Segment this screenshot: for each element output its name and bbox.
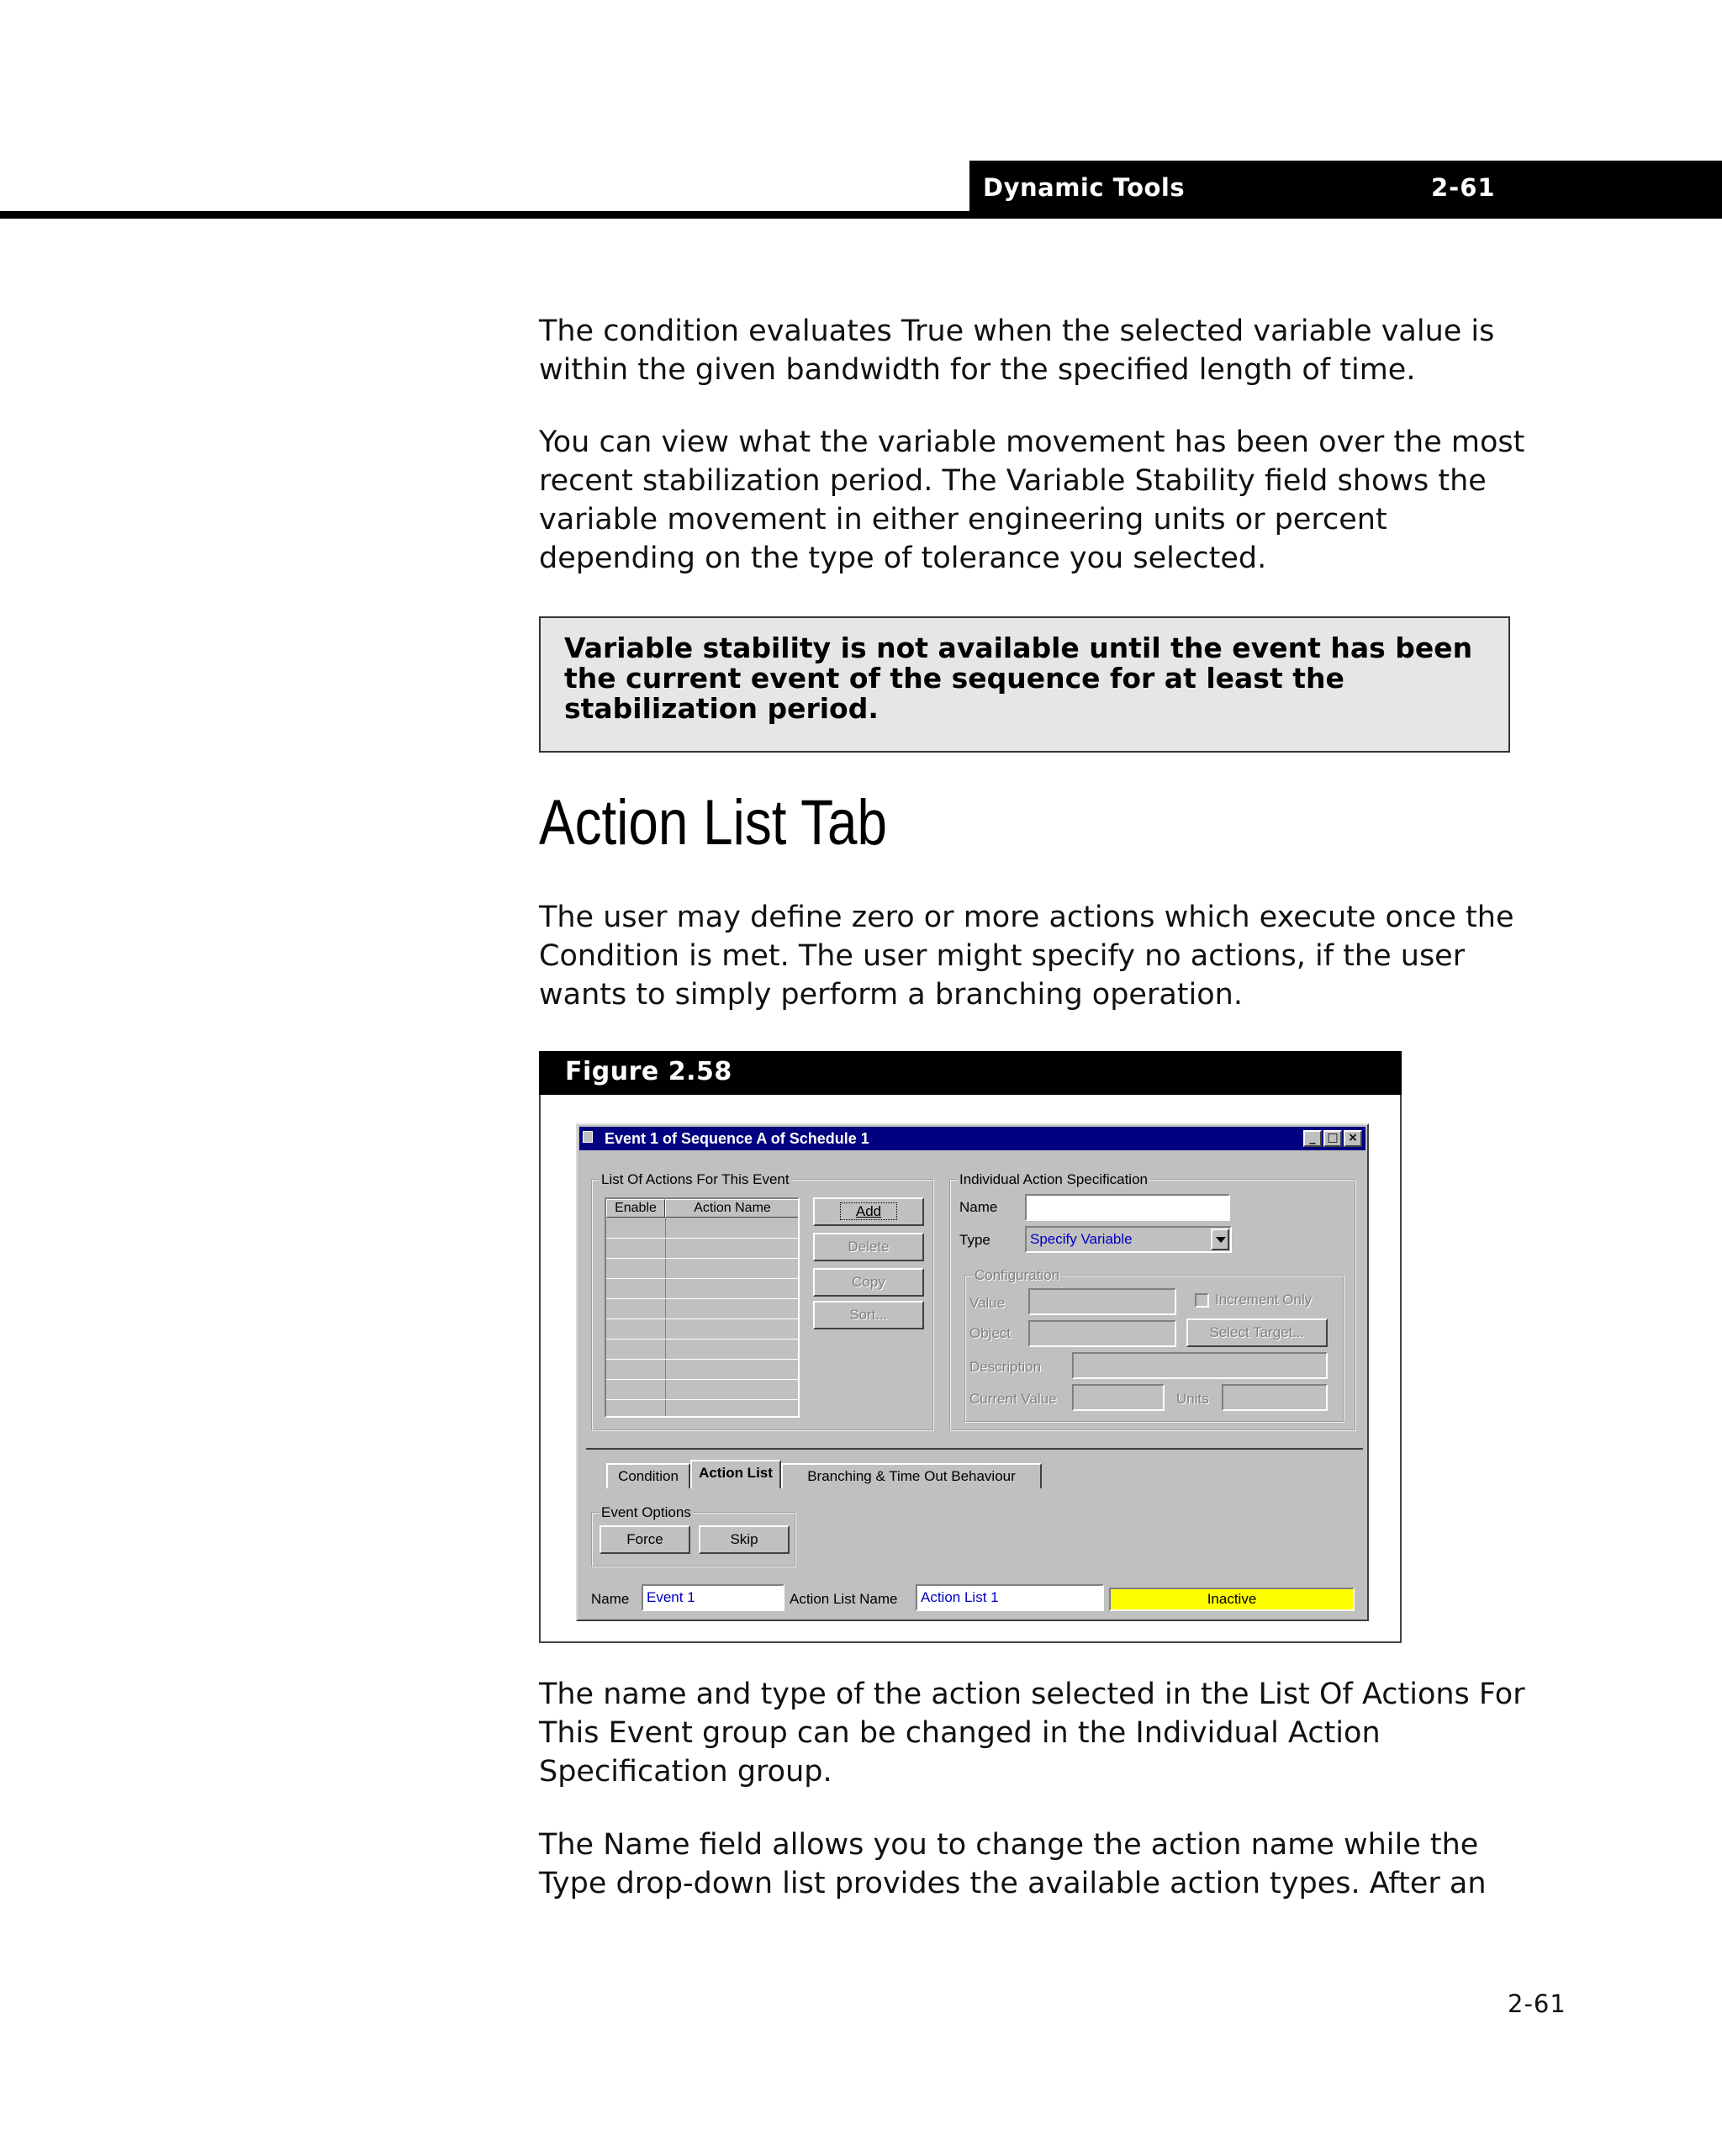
column-action-name[interactable]: Action Name [665, 1199, 800, 1218]
delete-button[interactable]: Delete [813, 1233, 924, 1261]
event-name-field[interactable]: Event 1 [642, 1584, 784, 1611]
paragraph-condition: The condition evaluates True when the selected variable value is within the given bandwidth for the specified length of time. [539, 314, 1495, 387]
table-row[interactable] [606, 1359, 800, 1360]
object-field[interactable] [1028, 1320, 1176, 1347]
footer-page-number: 2-61 [1508, 1990, 1566, 2018]
object-label: Object [969, 1325, 1012, 1341]
running-header [969, 161, 1722, 219]
configuration-group [964, 1267, 1344, 1423]
individual-action-group [949, 1171, 1356, 1431]
dialog-titlebar[interactable] [579, 1127, 1365, 1150]
description-label: Description [969, 1359, 1042, 1375]
actions-list[interactable] [605, 1197, 800, 1418]
units-label: Units [1176, 1391, 1209, 1407]
event-dialog [576, 1123, 1369, 1621]
force-button[interactable]: Force [600, 1525, 690, 1554]
add-button[interactable] [813, 1197, 924, 1226]
table-row[interactable] [606, 1238, 800, 1239]
table-row[interactable] [606, 1298, 800, 1299]
paragraph-name-and-type: The name and type of the action selected in the List Of Actions For This Event group can be changed in the Individual Action Specification group. [539, 1678, 1525, 1789]
tab-action-list[interactable]: Action List [690, 1460, 781, 1488]
action-name-label: Name [959, 1199, 998, 1215]
table-row[interactable] [606, 1318, 800, 1319]
skip-button[interactable]: Skip [699, 1525, 790, 1554]
description-field[interactable] [1072, 1352, 1328, 1379]
chevron-down-icon[interactable] [1211, 1229, 1229, 1250]
note-box: Variable stability is not available until the event has been the current event of the sequence for at least the stabilization period. [539, 616, 1510, 753]
table-row[interactable] [606, 1278, 800, 1279]
maximize-icon[interactable]: □ [1323, 1130, 1342, 1147]
increment-only-label: Increment Only [1215, 1292, 1313, 1308]
paragraph-variable-stability: You can view what the variable movement has been over the most recent stabilization period. The Variable Stability field shows the variable movement in either engineering units or percent depending on the type of tolerance you selected. [539, 425, 1525, 575]
column-divider [665, 1218, 666, 1416]
table-row[interactable] [606, 1399, 800, 1400]
event-options-group [591, 1504, 796, 1567]
action-list-name-field[interactable]: Action List 1 [916, 1584, 1104, 1611]
configuration-title: Configuration [975, 1267, 1060, 1283]
copy-button[interactable]: Copy [813, 1268, 924, 1297]
action-list-name-label: Action List Name [790, 1591, 898, 1607]
table-row[interactable] [606, 1258, 800, 1259]
tab-panel-bottom-edge [586, 1448, 1363, 1450]
units-field [1222, 1384, 1328, 1411]
window-icon[interactable] [583, 1131, 593, 1143]
event-options-title: Event Options [601, 1504, 691, 1520]
select-target-button[interactable]: Select Target... [1186, 1318, 1328, 1347]
action-type-label: Type [959, 1232, 990, 1248]
dialog-title: Event 1 of Sequence A of Schedule 1 [605, 1130, 869, 1147]
figure-label: Figure 2.58 [565, 1057, 732, 1086]
tab-condition[interactable]: Condition [606, 1463, 690, 1488]
table-row[interactable] [606, 1379, 800, 1380]
minimize-icon[interactable]: _ [1303, 1130, 1322, 1147]
close-icon[interactable]: × [1344, 1130, 1362, 1147]
action-type-value: Specify Variable [1030, 1231, 1133, 1247]
tab-branching-time-out[interactable]: Branching & Time Out Behaviour [781, 1463, 1042, 1488]
section-heading: Action List Tab [539, 787, 888, 859]
event-name-label: Name [591, 1591, 630, 1607]
individual-action-title: Individual Action Specification [959, 1171, 1148, 1187]
table-row[interactable] [606, 1339, 800, 1340]
figure-frame [539, 1095, 1402, 1643]
action-name-field[interactable] [1025, 1194, 1230, 1221]
value-field[interactable] [1028, 1288, 1176, 1315]
action-type-select[interactable] [1025, 1226, 1232, 1253]
value-label: Value [969, 1295, 1006, 1311]
header-page-number: 2-61 [1431, 173, 1496, 202]
header-title: Dynamic Tools [983, 173, 1186, 202]
list-of-actions-group [591, 1171, 934, 1431]
paragraph-action-list: The user may define zero or more actions which execute once the Condition is met. The user might specify no actions, if the user wants to simply perform a branching operation. [539, 901, 1514, 1012]
increment-only-checkbox[interactable] [1195, 1293, 1209, 1308]
add-button-label: Add [840, 1202, 897, 1220]
sort-button[interactable]: Sort... [813, 1301, 924, 1329]
column-enable[interactable]: Enable [606, 1199, 665, 1218]
current-value-field [1072, 1384, 1165, 1411]
list-of-actions-title: List Of Actions For This Event [601, 1171, 790, 1187]
status-badge: Inactive [1109, 1588, 1355, 1611]
figure-caption-bar [539, 1051, 1402, 1095]
paragraph-name-field: The Name field allows you to change the action name while the Type drop-down list provides the available action types. After an [539, 1828, 1487, 1900]
current-value-label: Current Value [969, 1391, 1057, 1407]
